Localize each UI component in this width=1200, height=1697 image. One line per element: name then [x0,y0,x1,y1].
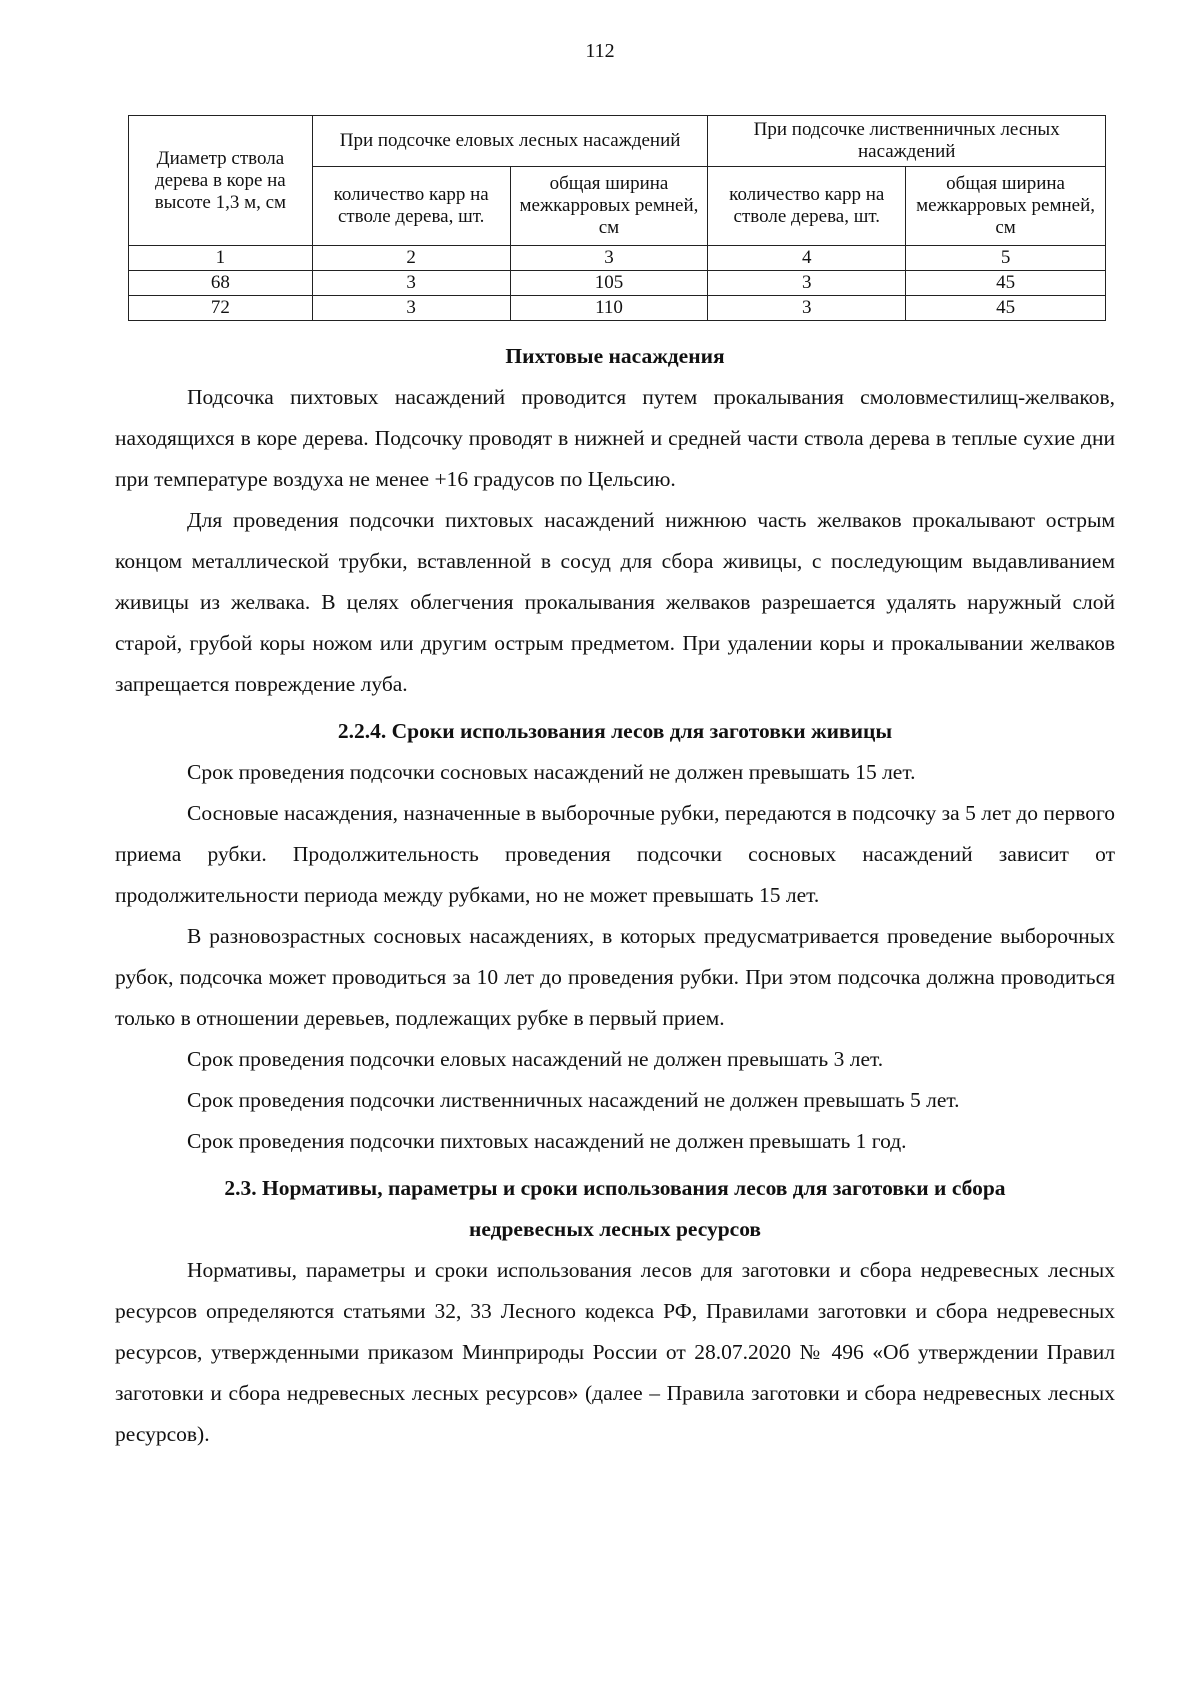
header-group-spruce: При подсочке еловых лесных насаждений [312,116,708,167]
heading-section-2-2-4: 2.2.4. Сроки использования лесов для заготовки живицы [337,719,893,743]
table-row [129,296,1106,321]
header-larch-count: количество карр на стволе дерева, шт. [708,167,906,246]
table-cell: 68 [129,271,313,296]
body-text [115,336,1115,1455]
header-larch-width: общая ширина межкарровых ремней, см [906,167,1106,246]
table-cell: 2 [312,246,510,271]
table-cell: 45 [906,296,1106,321]
header-spruce-width: общая ширина межкарровых ремней, см [510,167,708,246]
table-cell: 4 [708,246,906,271]
table-cell: 3 [708,296,906,321]
table-cell: 3 [312,271,510,296]
table-cell: 105 [510,271,708,296]
paragraph: Подсочка пихтовых насаждений проводится путем прокалывания смоловместилищ-желваков, находящихся в коре дерева. Подсочку проводят в нижней и средней части ствола дерева в теплые сухие дни при температуре воздуха не менее +16 градусов по Цельсию. [115,385,1115,491]
paragraph: Сосновые насаждения, назначенные в выборочные рубки, передаются в подсочку за 5 лет до первого приема рубки. Продолжительность проведения подсочки сосновых насаждений зависит от продолжительности периода между рубками, но не может превышать 15 лет. [115,801,1115,907]
header-spruce-count: количество карр на стволе дерева, шт. [312,167,510,246]
paragraph: Срок проведения подсочки сосновых насаждений не должен превышать 15 лет. [187,760,916,784]
table-row [129,271,1106,296]
paragraph: Срок проведения подсочки пихтовых насаждений не должен превышать 1 год. [187,1129,907,1153]
table-cell: 3 [708,271,906,296]
table-cell: 5 [906,246,1106,271]
paragraph: Нормативы, параметры и сроки использования лесов для заготовки и сбора недревесных лесных ресурсов определяются статьями 32, 33 Лесного кодекса РФ, Правилами заготовки и сбора недревесных ресурсов, утвержденными приказом Минприроды России от 28.07.2020 № 496 «Об утверждении Правил заготовки и сбора недревесных лесных ресурсов» (далее – Правила заготовки и сбора недревесных лесных ресурсов). [115,1258,1115,1446]
paragraph: Срок проведения подсочки лиственничных насаждений не должен превышать 5 лет. [187,1088,960,1112]
header-group-larch: При подсочке лиственничных лесных насаждений [708,116,1106,167]
paragraph: В разновозрастных сосновых насаждениях, в которых предусматривается проведение выборочных рубок, подсочка может проводиться за 10 лет до проведения рубки. При этом подсочка должна проводиться только в отношении деревьев, подлежащих рубке в первый прием. [115,924,1115,1030]
heading-section-2-3: 2.3. Нормативы, параметры и сроки использования лесов для заготовки и сбора недревесных лесных ресурсов [224,1176,1006,1241]
table-cell: 110 [510,296,708,321]
paragraph: Для проведения подсочки пихтовых насаждений нижнюю часть желваков прокалывают острым концом металлической трубки, вставленной в сосуд для сбора живицы, с последующим выдавливанием живицы из желвака. В целях облегчения прокалывания желваков разрешается удалять наружный слой старой, грубой коры ножом или другим острым предметом. При удалении коры и прокалывании желваков запрещается повреждение луба. [115,508,1115,696]
table-cell: 72 [129,296,313,321]
table-cell: 3 [510,246,708,271]
table-cell: 1 [129,246,313,271]
table-cell: 45 [906,271,1106,296]
heading-fir-stands: Пихтовые насаждения [505,344,725,368]
table-cell: 3 [312,296,510,321]
resin-tapping-norms-table [128,115,1106,321]
page-number: 112 [585,40,615,62]
header-diameter: Диаметр ствола дерева в коре на высоте 1,3 м, см [129,116,313,246]
table-row-column-numbers [129,246,1106,271]
paragraph: Срок проведения подсочки еловых насаждений не должен превышать 3 лет. [187,1047,884,1071]
